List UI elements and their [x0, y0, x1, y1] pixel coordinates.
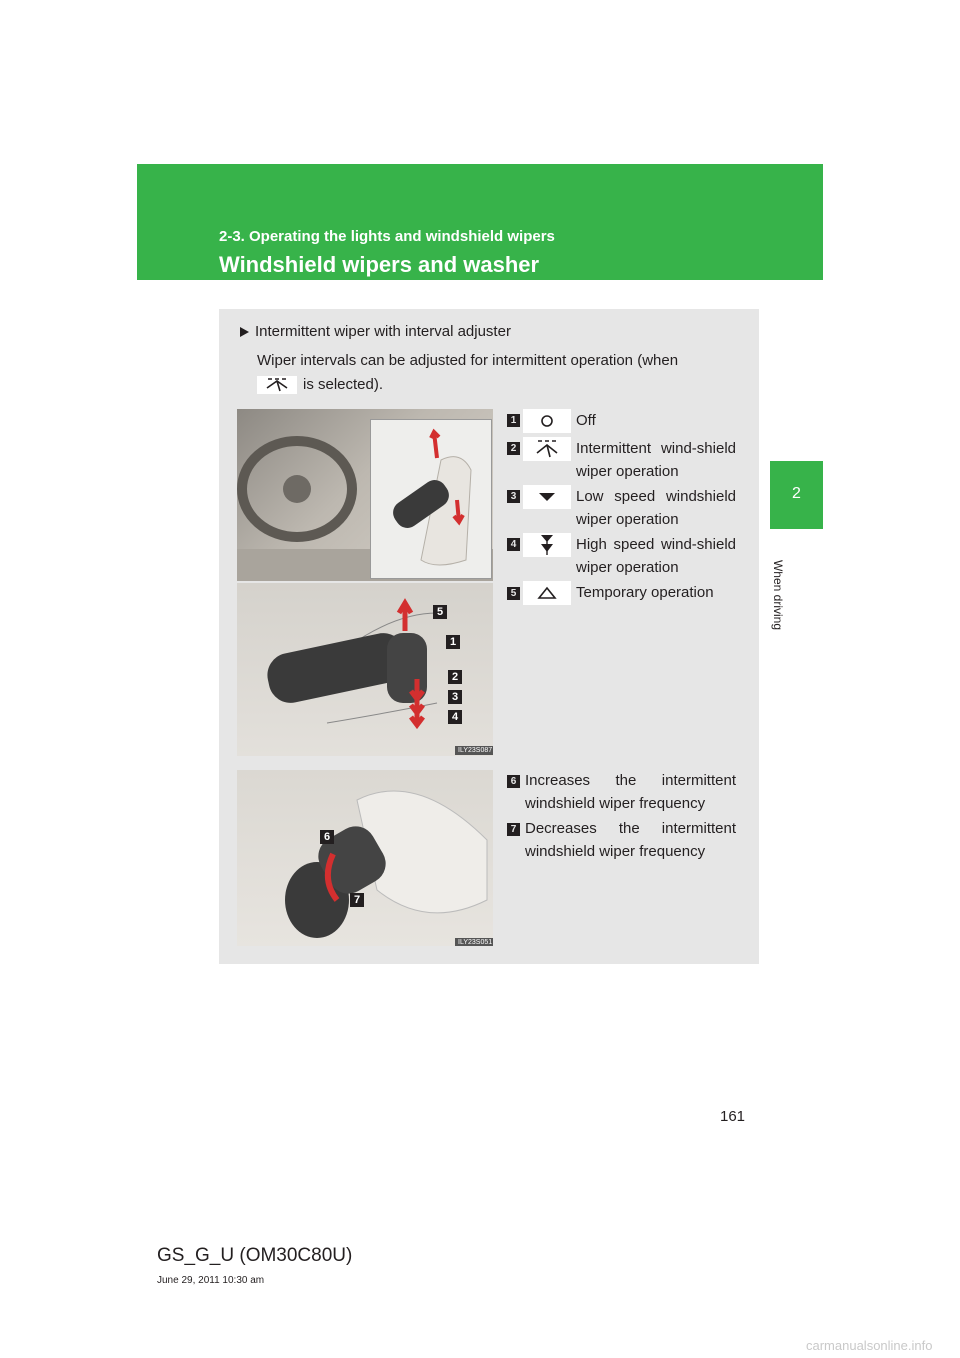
- section-title: 2-3. Operating the lights and windshield wipers: [219, 228, 555, 245]
- low-speed-arrow-icon: [523, 485, 571, 509]
- callout-4: 4: [448, 710, 462, 724]
- intro-body: [257, 349, 737, 397]
- figure-id: ILY23S051: [455, 938, 493, 946]
- adjust-label: Decreases the intermittent windshield wiper frequency: [525, 820, 736, 860]
- section-header: [137, 164, 823, 280]
- document-code: GS_G_U (OM30C80U): [157, 1245, 353, 1266]
- wiper-intermittent-icon: [523, 437, 571, 461]
- triangle-bullet-icon: [240, 327, 249, 337]
- mode-number: 5: [507, 587, 520, 600]
- callout-2: 2: [448, 670, 462, 684]
- chapter-label: [768, 540, 790, 660]
- callout-6: 6: [320, 830, 334, 844]
- callout-7: 7: [350, 893, 364, 907]
- stalk-positions-figure: [237, 583, 493, 756]
- stalk-inset: [370, 419, 492, 579]
- mode-label: Temporary operation: [576, 584, 714, 601]
- temporary-arrow-icon: [523, 581, 571, 605]
- adjust-number: 7: [507, 823, 520, 836]
- mode-label: Low speed windshield wiper operation: [576, 488, 736, 528]
- intro-heading: [240, 323, 511, 340]
- adjust-label: Increases the intermittent windshield wiper frequency: [525, 772, 736, 812]
- mode-number: 1: [507, 414, 520, 427]
- mode-number: 4: [507, 538, 520, 551]
- high-speed-arrow-icon: [523, 533, 571, 557]
- interval-knob-figure: [237, 770, 493, 946]
- mode-label: Off: [576, 412, 596, 429]
- document-date: June 29, 2011 10:30 am: [157, 1275, 265, 1286]
- dashboard-photo: [237, 409, 493, 581]
- intro-body-before: Wiper intervals can be adjusted for intermittent operation (when: [257, 352, 679, 369]
- callout-1: 1: [446, 635, 460, 649]
- watermark: carmanualsonline.info: [806, 1338, 933, 1353]
- chapter-number: 2: [792, 485, 801, 502]
- figure-id: ILY23S087: [455, 746, 493, 755]
- adjust-number: 6: [507, 775, 520, 788]
- page-number: 161: [720, 1108, 746, 1125]
- callout-5: 5: [433, 605, 447, 619]
- chapter-tab[interactable]: [770, 461, 823, 529]
- page-title: Windshield wipers and washer: [219, 252, 540, 277]
- intro-heading-text: Intermittent wiper with interval adjuster: [255, 323, 511, 340]
- intro-body-after: is selected).: [303, 376, 384, 393]
- off-circle-icon: [523, 409, 571, 433]
- mode-number: 2: [507, 442, 520, 455]
- chapter-label-text: When driving: [771, 559, 785, 631]
- mode-label: Intermittent wind-shield wiper operation: [576, 440, 736, 480]
- mode-number: 3: [507, 490, 520, 503]
- callout-3: 3: [448, 690, 462, 704]
- mode-label: High speed wind-shield wiper operation: [576, 536, 736, 576]
- wiper-intermittent-icon: [257, 376, 297, 394]
